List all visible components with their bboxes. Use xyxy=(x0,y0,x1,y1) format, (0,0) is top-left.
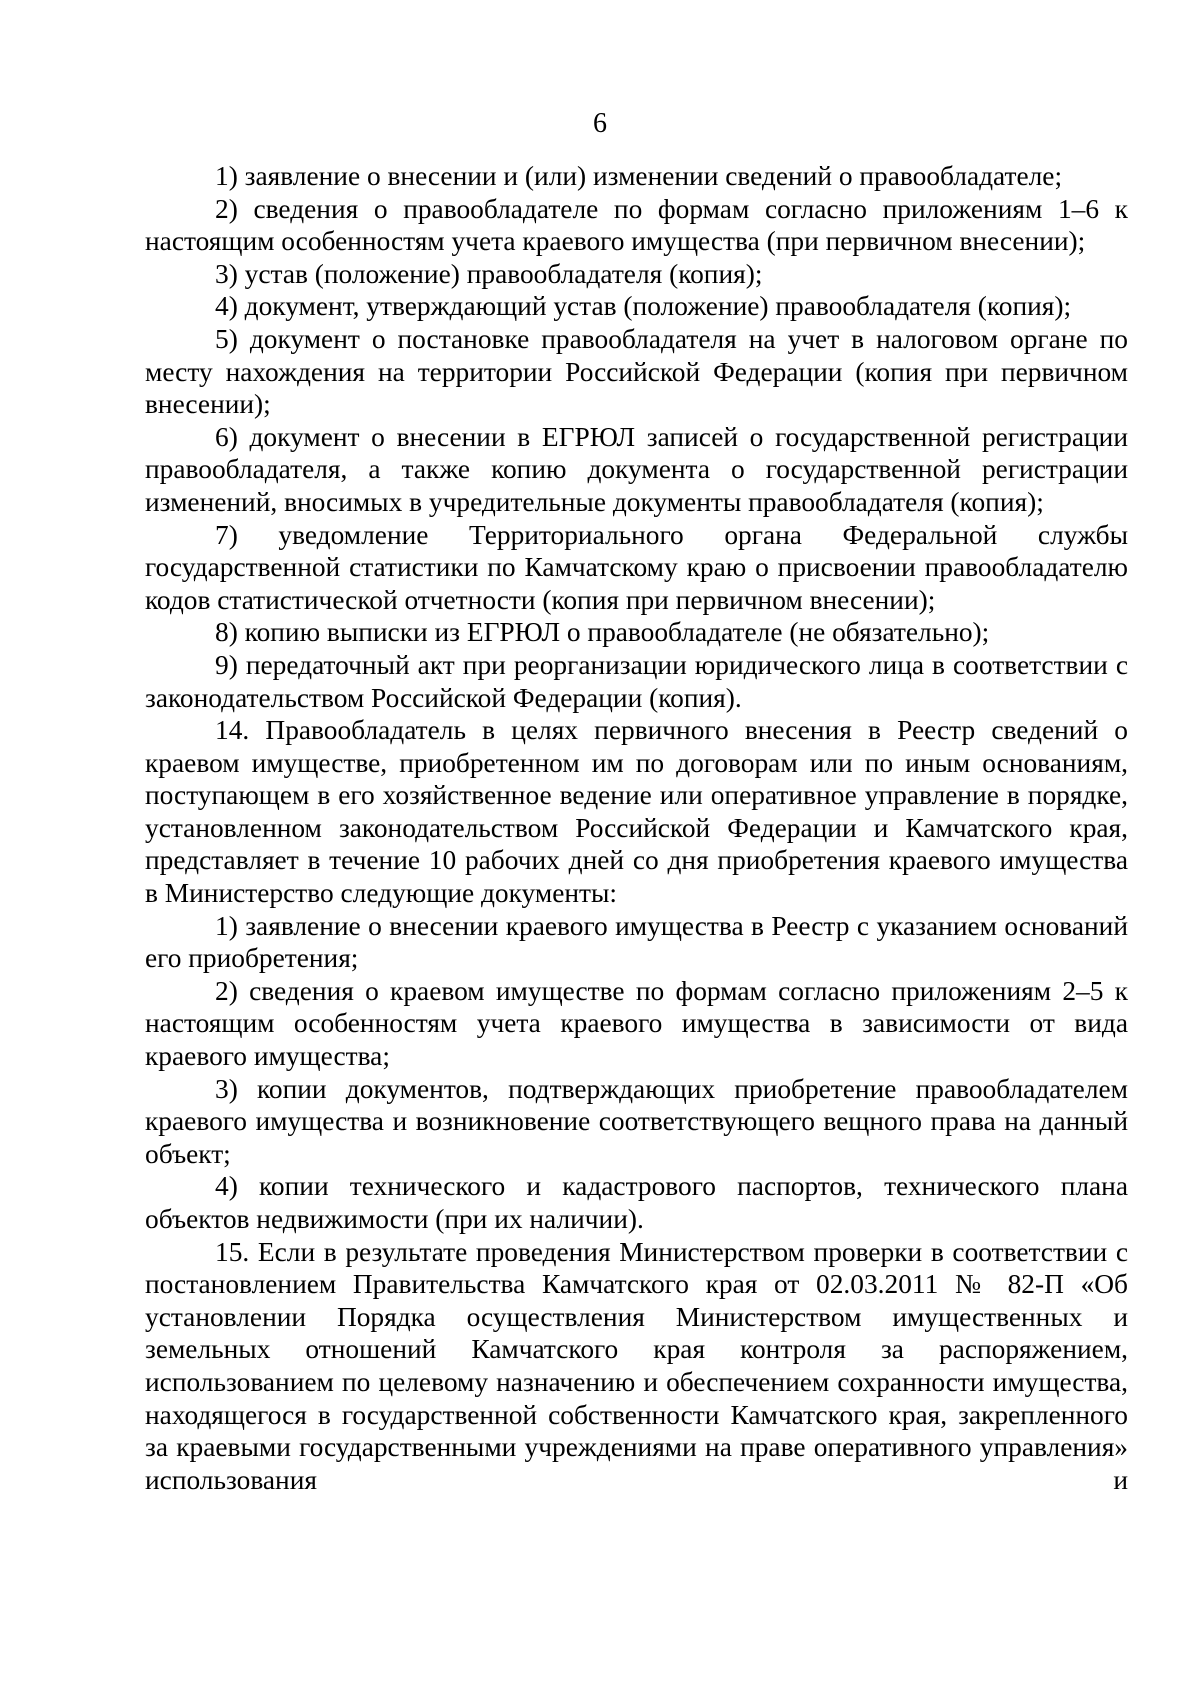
paragraph-item-2: 2) сведения о правообладателе по формам согласно приложениям 1–6 к настоящим особенностям учета краевого имущества (при первичном внесении); xyxy=(145,193,1128,257)
paragraph-clause-14-item-4: 4) копии технического и кадастрового паспортов, технического плана объектов недвижимости (при их наличии). xyxy=(145,1171,1128,1234)
paragraph-item-3: 3) устав (положение) правообладателя (копия); xyxy=(215,258,763,289)
paragraph-clause-14-item-1: 1) заявление о внесении краевого имущества в Реестр с указанием оснований его приобретения; xyxy=(145,910,1128,974)
page-number: 6 xyxy=(593,108,607,139)
paragraph-item-1: 1) заявление о внесении и (или) изменении сведений о правообладателе; xyxy=(215,161,1063,191)
paragraph-item-6: 6) документ о внесении в ЕГРЮЛ записей о государственной регистрации правообладателя, а также копию документа о государственной регистрации изменений, вносимых в учредительные документы правообладателя (копия); xyxy=(145,421,1128,517)
document-body xyxy=(145,160,1128,1496)
paragraph-clause-14-item-3: 3) копии документов, подтверждающих приобретение правообладателем краевого имущества и возникновение соответствующего вещного права на данный объект; xyxy=(145,1073,1128,1169)
paragraph-item-5: 5) документ о постановке правообладателя на учет в налоговом органе по месту нахождения на территории Российской Федерации (копия при первичном внесении); xyxy=(145,323,1128,420)
paragraph-item-7: 7) уведомление Территориального органа Федеральной службы государственной статистики по Камчатскому краю о присвоении правообладателю кодов статистической отчетности (копия при первичном внесении); xyxy=(145,519,1128,615)
paragraph-item-9: 9) передаточный акт при реорганизации юридического лица в соответствии с законодательством Российской Федерации (копия). xyxy=(145,649,1128,713)
paragraph-clause-14: 14. Правообладатель в целях первичного внесения в Реестр сведений о краевом имуществе, приобретенном им по договорам или по иным основаниям, поступающем в его хозяйственное ведение или оперативное управление в порядке, установленном законодательством Российской Федерации и Камчатского края, представляет в течение 10 рабочих дней со дня приобретения краевого имущества в Министерство следующие документы: xyxy=(145,715,1128,909)
paragraph-item-4: 4) документ, утверждающий устав (положение) правообладателя (копия); xyxy=(215,291,1072,322)
paragraph-clause-14-item-2: 2) сведения о краевом имуществе по формам согласно приложениям 2–5 к настоящим особенностям учета краевого имущества в зависимости от вида краевого имущества; xyxy=(145,975,1128,1072)
paragraph-clause-15: 15. Если в результате проведения Министерством проверки в соответствии с постановлением Правительства Камчатского края от 02.03.2011 № 82-П «Об установлении Порядка осуществления Министерством имущественных и земельных отношений Камчатского края контроля за распоряжением, использованием по целевому назначению и обеспечением сохранности имущества, находящегося в государственной собственности Камчатского края, закрепленного за краевыми государственными учреждениями на праве оперативного управления» использования и xyxy=(145,1236,1128,1495)
paragraph-item-8: 8) копию выписки из ЕГРЮЛ о правообладателе (не обязательно); xyxy=(215,617,990,648)
